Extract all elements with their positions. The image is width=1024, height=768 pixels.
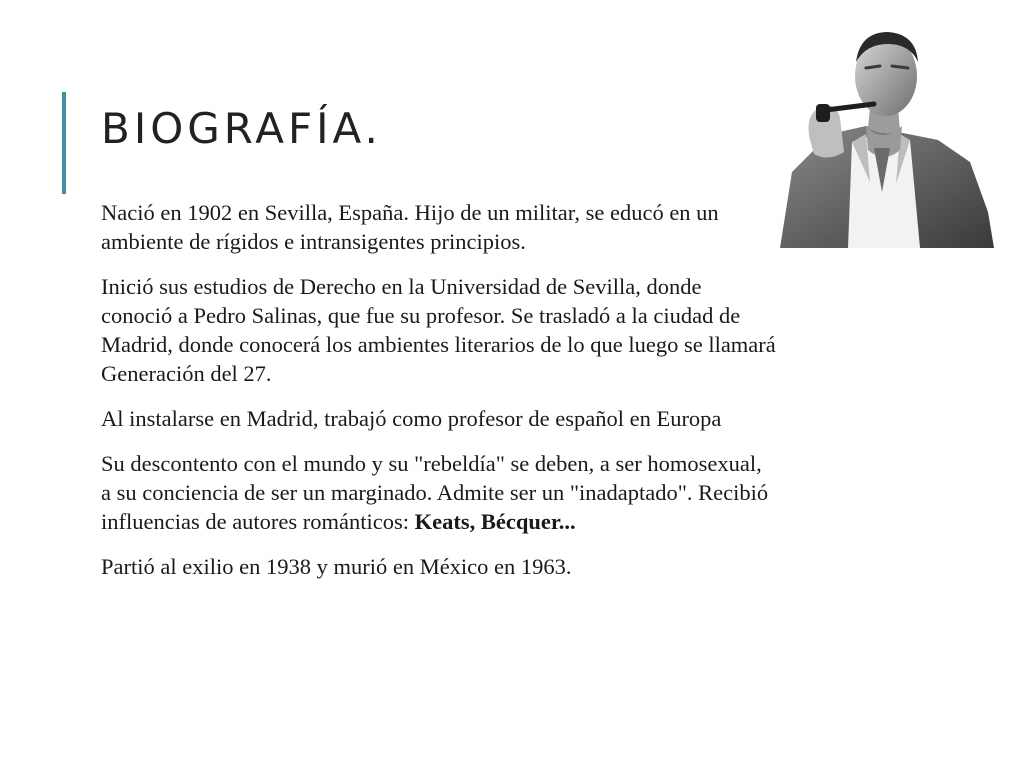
paragraph-studies: Inició sus estudios de Derecho en la Universidad de Sevilla, donde conoció a Pedro Salinas, que fue su profesor. Se trasladó a la ciudad de Madrid, donde conocerá los ambientes literarios de lo que luego se llamará Generación del 27. bbox=[101, 274, 776, 386]
paragraph-exile: Partió al exilio en 1938 y murió en México en 1963. bbox=[101, 554, 572, 579]
portrait-photo bbox=[770, 22, 994, 248]
accent-bar bbox=[62, 92, 66, 194]
influences-authors: Keats, Bécquer... bbox=[414, 509, 576, 534]
paragraph-influences bbox=[101, 449, 776, 536]
body-text bbox=[101, 198, 776, 597]
paragraph-madrid: Al instalarse en Madrid, trabajó como profesor de español en Europa bbox=[101, 406, 722, 431]
paragraph-birth: Nació en 1902 en Sevilla, España. Hijo de un militar, se educó en un ambiente de rígidos e intransigentes principios. bbox=[101, 200, 719, 254]
influences-text: Su descontento con el mundo y su "rebeldía" se deben, a ser homosexual, a su conciencia de ser un marginado. Admite ser un "inadaptado". Recibió influencias de autores románticos: bbox=[101, 451, 769, 534]
slide-title: BIOGRAFÍA. bbox=[101, 104, 382, 153]
